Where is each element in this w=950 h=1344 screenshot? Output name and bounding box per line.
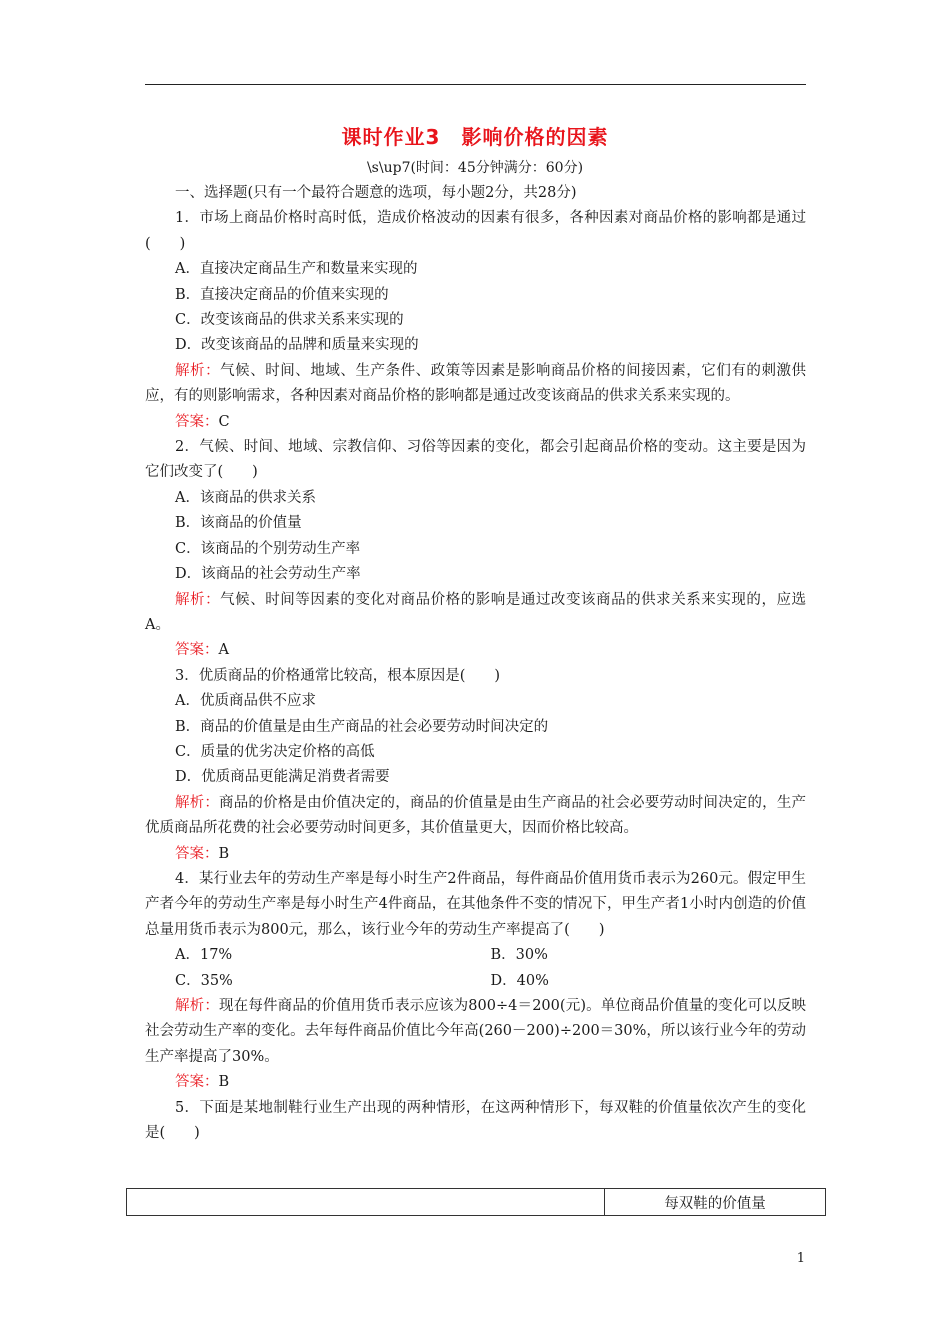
analysis-label: 解析： (175, 362, 221, 379)
q1-option-b: B．直接决定商品的价值来实现的 (175, 286, 389, 303)
q1-option-d: D．改变该商品的品牌和质量来实现的 (175, 337, 419, 354)
analysis-label: 解析： (175, 794, 220, 811)
q3-stem: 3．优质商品的价格通常比较高，根本原因是( ) (175, 667, 501, 684)
q4-option-c: C．35% (175, 972, 233, 989)
table-header-value: 每双鞋的价值量 (605, 1189, 826, 1216)
q1-answer (145, 410, 806, 435)
analysis-label: 解析： (175, 591, 221, 608)
q4-options-row-1 (145, 943, 806, 968)
q4-analysis (145, 994, 806, 1070)
q2-answer (145, 638, 806, 663)
page-number: 1 (796, 1251, 805, 1266)
q4-analysis-text: 现在每件商品的价值用货币表示应该为800÷4＝200(元)。单位商品价值量的变化可以反映社会劳动生产率的变化。去年每件商品价值比今年高(260－200)÷200＝30%，所以该行业今年的劳动生产率提高了30%。 (145, 998, 806, 1065)
q2-option-a: A．该商品的供求关系 (175, 489, 316, 506)
q3-option-c: C．质量的优劣决定价格的高低 (175, 743, 375, 760)
section-heading: 一、选择题(只有一个最符合题意的选项，每小题2分，共28分) (175, 185, 577, 201)
q1-answer-value: C (218, 413, 230, 430)
answer-label: 答案： (175, 413, 219, 430)
q3-option-b: B．商品的价值量是由生产商品的社会必要劳动时间决定的 (175, 718, 549, 735)
q1-option-a: A．直接决定商品生产和数量来实现的 (175, 261, 418, 278)
q2-option-c: C．该商品的个别劳动生产率 (175, 540, 361, 557)
q1-analysis-text: 气候、时间、地域、生产条件、政策等因素是影响商品价格的间接因素，它们有的刺激供应，有的则影响需求，各种因素对商品价格的影响都是通过改变该商品的供求关系来实现的。 (145, 362, 807, 405)
header-rule (145, 84, 806, 85)
q3-analysis-text: 商品的价格是由价值决定的，商品的价值量是由生产商品的社会必要劳动时间决定的，生产优质商品所花费的社会必要劳动时间更多，其价值量更大，因而价格比较高。 (145, 794, 807, 837)
table-row (127, 1189, 826, 1216)
q2-option-d: D．该商品的社会劳动生产率 (175, 566, 361, 583)
q2-analysis (145, 588, 806, 639)
q3-option-d: D．优质商品更能满足消费者需要 (175, 769, 390, 786)
q4-option-a: A．17% (175, 947, 233, 964)
q3-analysis (145, 791, 806, 842)
question-content (145, 181, 806, 1146)
q1-option-c: C．改变该商品的供求关系来实现的 (175, 312, 404, 329)
q3-answer-value: B (218, 845, 230, 862)
table-cell-empty (127, 1189, 605, 1216)
q3-option-a: A．优质商品供不应求 (175, 693, 316, 710)
q4-stem: 4．某行业去年的劳动生产率是每小时生产2件商品，每件商品价值用货币表示为260元。假定甲生产者今年的劳动生产率是每小时生产4件商品，在其他条件不变的情况下，甲生产者1小时内创造的价值总量用货币表示为800元，那么，该行业今年的劳动生产率提高了( ) (145, 870, 806, 938)
q5-table (126, 1188, 826, 1216)
q2-stem: 2．气候、时间、地域、宗教信仰、习俗等因素的变化，都会引起商品价格的变动。这主要是因为它们改变了( ) (145, 439, 806, 481)
q1-analysis (145, 359, 806, 410)
time-score-line: \s\up7(时间：45分钟满分：60分) (366, 160, 584, 176)
analysis-label: 解析： (175, 998, 219, 1014)
q4-option-b: B．30% (490, 947, 548, 964)
page-title: 课时作业3 影响价格的因素 (341, 125, 609, 149)
q2-option-b: B．该商品的价值量 (175, 515, 302, 532)
q1-stem: 1．市场上商品价格时高时低，造成价格波动的因素有很多，各种因素对商品价格的影响都是通过( ) (145, 210, 806, 252)
q3-answer (145, 842, 806, 867)
q2-analysis-text: 气候、时间等因素的变化对商品价格的影响是通过改变该商品的供求关系来实现的，应选A。 (145, 591, 807, 633)
answer-label: 答案： (175, 642, 219, 659)
q2-answer-value: A (218, 642, 229, 659)
q4-options-row-2 (145, 969, 806, 994)
q4-answer (145, 1070, 806, 1095)
answer-label: 答案： (175, 845, 219, 862)
q5-stem: 5．下面是某地制鞋行业生产出现的两种情形，在这两种情形下，每双鞋的价值量依次产生的变化是( ) (145, 1099, 806, 1142)
answer-label: 答案： (175, 1074, 219, 1091)
q4-option-d: D．40% (490, 972, 549, 989)
q4-answer-value: B (218, 1074, 230, 1091)
